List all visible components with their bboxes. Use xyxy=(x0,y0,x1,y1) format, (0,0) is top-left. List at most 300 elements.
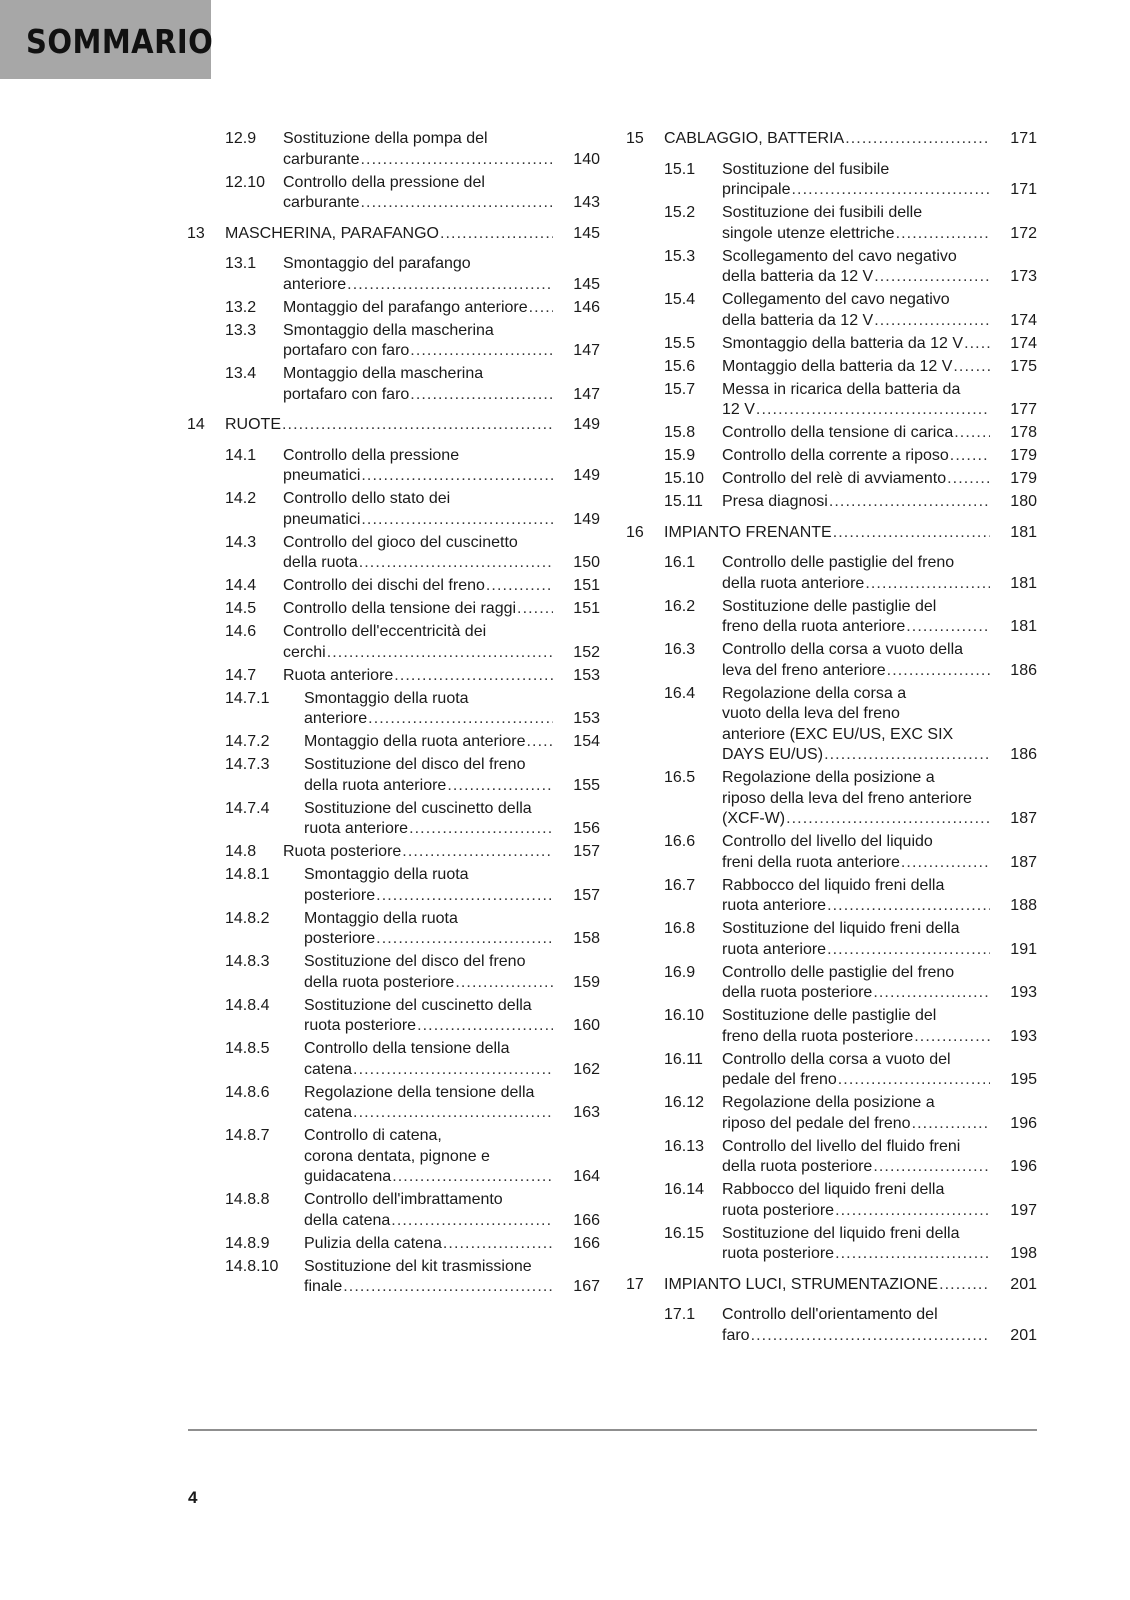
toc-entry[interactable] xyxy=(188,321,600,362)
toc-entry-page: 160 xyxy=(573,1017,600,1034)
dot-leader xyxy=(529,298,553,319)
toc-entry-title-line: Sostituzione del kit trasmissione xyxy=(304,1257,532,1275)
toc-entry-number: 15.6 xyxy=(664,357,696,375)
toc-entry-title-line: Sostituzione del cuscinetto della xyxy=(304,799,532,817)
toc-entry-title-line: pedale del freno xyxy=(722,1071,837,1088)
dot-leader xyxy=(873,983,990,1004)
toc-entry-title-line: ruota anteriore xyxy=(722,897,827,914)
toc-entry-title-line: Smontaggio della mascherina xyxy=(283,321,494,339)
toc-entry-title-line: leva del freno anteriore xyxy=(722,661,886,679)
toc-entry-title-line: Controllo della corsa a vuoto della xyxy=(722,641,964,658)
toc-entry-title-line: Controllo della pressione xyxy=(283,446,460,464)
toc-entry-page: 155 xyxy=(573,776,600,794)
toc-entry-title-line: Smontaggio della batteria da 12 V xyxy=(722,334,964,352)
toc-entry-title-line: Pulizia della catena xyxy=(304,1234,442,1252)
toc-entry[interactable] xyxy=(627,919,1037,960)
toc-entry-title-line: Controllo dell'eccentricità dei xyxy=(283,623,487,640)
toc-entry[interactable] xyxy=(188,909,600,950)
toc-entry-number: 16.1 xyxy=(664,554,696,571)
toc-entry-number: 17.1 xyxy=(664,1306,696,1323)
toc-entry[interactable] xyxy=(188,1257,600,1298)
toc-entry-title-line: posteriore xyxy=(304,886,376,904)
dot-leader xyxy=(887,661,990,682)
toc-entry[interactable] xyxy=(188,842,600,863)
toc-entry-title-line: Smontaggio della ruota xyxy=(304,866,469,883)
toc-entry-number: 14.3 xyxy=(225,533,257,551)
toc-entry[interactable] xyxy=(627,1275,1037,1296)
toc-entry-title-line: Regolazione della posizione a xyxy=(722,769,935,786)
toc-entry[interactable] xyxy=(627,492,1037,513)
toc-entry-number: 16.13 xyxy=(664,1137,705,1155)
toc-entry-page: 166 xyxy=(573,1211,600,1229)
toc-entry[interactable] xyxy=(188,364,600,405)
toc-entry-page: 153 xyxy=(573,710,600,727)
toc-entry-number: 16.14 xyxy=(664,1181,705,1198)
toc-entry-title-line: Sostituzione del disco del freno xyxy=(304,953,526,970)
toc-entry-title-line: Controllo della corsa a vuoto del xyxy=(722,1050,951,1068)
toc-entry-title-line: Scollegamento del cavo negativo xyxy=(722,247,957,265)
toc-entry-title-line: cerchi xyxy=(283,643,326,661)
toc-entry-title-line: Controllo dello stato dei xyxy=(283,490,451,507)
toc-entry-title-line: riposo del pedale del freno xyxy=(722,1114,911,1132)
toc-entry-page: 195 xyxy=(1010,1071,1037,1088)
toc-entry[interactable] xyxy=(188,622,600,663)
toc-entry-page: 179 xyxy=(1010,447,1037,464)
toc-entry[interactable] xyxy=(627,553,1037,594)
toc-entry[interactable] xyxy=(627,876,1037,917)
toc-entry-page: 186 xyxy=(1010,661,1037,679)
toc-entry-page: 149 xyxy=(573,416,600,433)
dot-leader xyxy=(873,1157,990,1178)
toc-entry-number: 13.3 xyxy=(225,321,257,339)
toc-entry-number: 17 xyxy=(626,1275,644,1293)
toc-entry-page: 174 xyxy=(1010,311,1037,329)
toc-entry-number: 13.2 xyxy=(225,298,257,316)
dot-leader xyxy=(838,1070,990,1091)
dot-leader xyxy=(517,599,553,620)
toc-entry[interactable] xyxy=(627,1006,1037,1047)
toc-entry-number: 15.1 xyxy=(664,160,696,178)
toc-entry[interactable] xyxy=(627,160,1037,201)
toc-entry[interactable] xyxy=(627,523,1037,544)
dot-leader xyxy=(896,224,990,245)
dot-leader xyxy=(953,357,990,378)
toc-entry-page: 163 xyxy=(573,1104,600,1121)
toc-entry-page: 186 xyxy=(1010,746,1037,763)
dot-leader xyxy=(368,709,553,730)
toc-entry-number: 16.6 xyxy=(664,833,696,850)
toc-entry-page: 178 xyxy=(1010,424,1037,441)
toc-entry-title-line: faro xyxy=(722,1326,750,1344)
toc-entry-title-line: Regolazione della posizione a xyxy=(722,1094,935,1111)
toc-entry-page: 154 xyxy=(573,733,600,750)
toc-entry-title-line: Controllo della tensione dei raggi xyxy=(283,600,517,617)
toc-entry-page: 187 xyxy=(1010,810,1037,827)
toc-entry-title-line: Collegamento del cavo negativo xyxy=(722,291,950,308)
toc-entry[interactable] xyxy=(627,1180,1037,1221)
toc-entry-title-line: Sostituzione del disco del freno xyxy=(304,756,526,773)
dot-leader xyxy=(827,896,990,917)
toc-entry-title-line: Montaggio della batteria da 12 V xyxy=(722,357,953,375)
toc-entry-title-line: ruota posteriore xyxy=(304,1017,417,1034)
toc-entry-page: 193 xyxy=(1010,1027,1037,1045)
toc-entry-title-line: principale xyxy=(722,181,791,198)
toc-entry[interactable] xyxy=(188,1190,600,1231)
toc-entry-number: 16.5 xyxy=(664,769,696,786)
toc-entry[interactable] xyxy=(188,952,600,993)
toc-entry[interactable] xyxy=(627,357,1037,378)
toc-entry-title-line: della ruota posteriore xyxy=(722,1158,873,1175)
toc-entry-page: 167 xyxy=(573,1278,600,1295)
toc-entry-number: 16.10 xyxy=(664,1007,705,1024)
toc-entry-title-line: Montaggio del parafango anteriore xyxy=(283,298,528,316)
toc-entry-page: 181 xyxy=(1010,574,1037,592)
toc-entry-title-line: Regolazione della corsa a xyxy=(722,684,907,702)
toc-entry[interactable] xyxy=(188,298,600,319)
dot-leader xyxy=(410,341,553,362)
toc-entry-title-line: catena xyxy=(304,1104,353,1121)
toc-entry[interactable] xyxy=(188,489,600,530)
toc-entry[interactable] xyxy=(188,129,600,170)
toc-entry-title-line: Controllo del livello del fluido freni xyxy=(722,1137,961,1155)
dot-leader xyxy=(912,1114,990,1135)
toc-entry-title-line: Smontaggio della ruota xyxy=(304,689,469,707)
toc-entry[interactable] xyxy=(188,1234,600,1255)
toc-entry[interactable] xyxy=(188,1083,600,1124)
toc-entry-title-line: ruota posteriore xyxy=(722,1245,835,1262)
toc-entry-number: 15.5 xyxy=(664,334,696,352)
toc-entry-title-line: della ruota posteriore xyxy=(722,984,873,1001)
toc-entry-number: 12.10 xyxy=(225,173,266,191)
toc-entry[interactable] xyxy=(627,334,1037,355)
dot-leader xyxy=(359,553,553,574)
dot-leader xyxy=(353,1060,553,1081)
toc-entry-page: 197 xyxy=(1010,1201,1037,1219)
dot-leader xyxy=(791,180,990,201)
toc-entry[interactable] xyxy=(627,247,1037,288)
toc-entry-title-line: anteriore xyxy=(283,275,347,293)
toc-entry-page: 147 xyxy=(573,385,600,403)
toc-entry-title-line: IMPIANTO LUCI, STRUMENTAZIONE xyxy=(664,1275,939,1293)
toc-entry-page: 175 xyxy=(1010,357,1037,375)
dot-leader xyxy=(455,973,553,994)
dot-leader xyxy=(353,1103,553,1124)
toc-entry-title-line: Sostituzione delle pastiglie del xyxy=(722,1007,937,1024)
dot-leader xyxy=(786,809,990,830)
toc-entry-number: 15.11 xyxy=(664,493,703,510)
toc-entry-title-line: Sostituzione del cuscinetto della xyxy=(304,996,532,1014)
toc-entry-page: 151 xyxy=(573,577,600,594)
dot-leader xyxy=(327,643,553,664)
toc-entry-title-line: ruota anteriore xyxy=(722,940,827,958)
toc-entry-number: 16.12 xyxy=(664,1094,705,1111)
toc-entry[interactable] xyxy=(188,1126,600,1188)
toc-entry-title-line: anteriore xyxy=(304,710,368,727)
toc-entry[interactable] xyxy=(627,1137,1037,1178)
toc-entry-title-line: della ruota xyxy=(283,554,358,571)
toc-entry-number: 14.7.3 xyxy=(225,756,270,773)
toc-entry-number: 14.7.4 xyxy=(225,799,270,817)
toc-entry[interactable] xyxy=(627,469,1037,490)
toc-entry-number: 13 xyxy=(187,224,205,242)
dot-leader xyxy=(954,423,990,444)
toc-entry-page: 153 xyxy=(573,666,600,684)
toc-entry-page: 145 xyxy=(573,224,600,242)
toc-entry-number: 15.3 xyxy=(664,247,696,265)
toc-entry[interactable] xyxy=(627,380,1037,421)
toc-entry-number: 14.8.4 xyxy=(225,996,270,1014)
dot-leader xyxy=(939,1275,990,1296)
toc-entry[interactable] xyxy=(627,423,1037,444)
toc-entry-title-line: Controllo della pressione del xyxy=(283,173,485,191)
toc-entry-title-line: carburante xyxy=(283,194,360,211)
toc-entry[interactable] xyxy=(188,254,600,295)
toc-entry[interactable] xyxy=(188,732,600,753)
toc-entry-title-line: Presa diagnosi xyxy=(722,493,828,510)
toc-entry-number: 14.2 xyxy=(225,490,257,507)
toc-entry-number: 16 xyxy=(626,523,644,541)
toc-entry-title-line: Controllo dei dischi del freno xyxy=(283,577,485,594)
toc-entry-title-line: Ruota anteriore xyxy=(283,666,394,684)
toc-entry[interactable] xyxy=(627,129,1037,150)
toc-entry-title-line: singole utenze elettriche xyxy=(722,224,895,242)
toc-entry-title-line: Controllo dell'orientamento del xyxy=(722,1306,938,1323)
toc-entry-page: 191 xyxy=(1010,940,1037,958)
toc-entry-title-line: Sostituzione del liquido freni della xyxy=(722,1224,960,1242)
toc-entry-title-line: DAYS EU/US) xyxy=(722,746,824,763)
toc-entry-number: 16.15 xyxy=(664,1224,705,1242)
toc-entry-page: 152 xyxy=(573,643,600,661)
dot-leader xyxy=(874,267,990,288)
toc-entry-title-line: finale xyxy=(304,1278,343,1295)
toc-entry-page: 145 xyxy=(573,275,600,293)
toc-entry-page: 149 xyxy=(573,510,600,528)
toc-entry-number: 14.7.2 xyxy=(225,733,270,750)
dot-leader xyxy=(361,466,553,487)
toc-entry[interactable] xyxy=(188,446,600,487)
toc-entry-number: 16.2 xyxy=(664,597,696,615)
toc-entry-number: 16.4 xyxy=(664,684,696,702)
toc-entry-page: 140 xyxy=(573,150,600,168)
toc-entry[interactable] xyxy=(188,996,600,1037)
dot-leader xyxy=(394,666,553,687)
toc-entry-title-line: Smontaggio del parafango xyxy=(283,255,471,272)
toc-entry-page: 173 xyxy=(1010,268,1037,285)
toc-entry-page: 172 xyxy=(1010,224,1037,242)
header-tab xyxy=(0,0,214,79)
dot-leader xyxy=(906,617,990,638)
toc-entry-page: 147 xyxy=(573,342,600,359)
toc-entry-title-line: Montaggio della ruota xyxy=(304,909,458,927)
dot-leader xyxy=(824,745,990,766)
toc-entry[interactable] xyxy=(188,865,600,906)
dot-leader xyxy=(361,150,554,171)
toc-entry-title-line: Rabbocco del liquido freni della xyxy=(722,876,945,894)
dot-leader xyxy=(829,492,990,513)
dot-leader xyxy=(361,193,554,214)
toc-entry[interactable] xyxy=(627,640,1037,681)
toc-entry-title-line: della batteria da 12 V xyxy=(722,311,874,329)
toc-entry[interactable] xyxy=(188,755,600,796)
toc-entry-title-line: pneumatici xyxy=(283,510,361,528)
toc-entry-number: 14.8 xyxy=(225,843,257,860)
toc-entry-title-line: portafaro con faro xyxy=(283,385,410,403)
toc-entry-page: 201 xyxy=(1010,1326,1037,1344)
toc-entry-page: 177 xyxy=(1010,401,1037,418)
toc-entry[interactable] xyxy=(627,597,1037,638)
toc-entry-page: 164 xyxy=(573,1168,600,1185)
toc-entry-number: 16.3 xyxy=(664,641,696,658)
toc-entry-page: 156 xyxy=(573,820,600,837)
toc-entry-title-line: portafaro con faro xyxy=(283,342,410,359)
toc-entry-page: 171 xyxy=(1010,130,1037,147)
toc-entry-number: 14.7 xyxy=(225,666,257,684)
dot-leader xyxy=(376,929,553,950)
toc-entry[interactable] xyxy=(188,576,600,597)
toc-entry-title-line: freni della ruota anteriore xyxy=(722,853,900,871)
toc-entry-title-line: Controllo di catena, xyxy=(304,1127,442,1144)
dot-leader xyxy=(486,576,553,597)
toc-entry-page: 150 xyxy=(573,554,600,571)
toc-entry[interactable] xyxy=(188,415,600,436)
toc-entry-page: 181 xyxy=(1010,618,1037,635)
toc-entry-title-line: Controllo del livello del liquido xyxy=(722,833,933,850)
toc-entry-page: 149 xyxy=(573,467,600,484)
toc-entry[interactable] xyxy=(188,689,600,730)
toc-entry-number: 12.9 xyxy=(225,130,257,147)
toc-entry-title-line: Controllo della tensione della xyxy=(304,1040,510,1057)
dot-leader xyxy=(409,819,553,840)
toc-entry-page: 188 xyxy=(1010,897,1037,914)
toc-entry-title-line: CABLAGGIO, BATTERIA xyxy=(664,130,845,147)
toc-entry[interactable] xyxy=(627,290,1037,331)
toc-entry[interactable] xyxy=(627,1305,1037,1346)
toc-entry[interactable] xyxy=(627,446,1037,467)
toc-entry-number: 14.1 xyxy=(225,446,257,464)
toc-entry-page: 174 xyxy=(1010,334,1037,352)
dot-leader xyxy=(835,1244,990,1265)
toc-entry-number: 16.9 xyxy=(664,963,696,981)
footer-divider xyxy=(188,1429,1037,1431)
toc-entry-title-line: vuoto della leva del freno xyxy=(722,705,900,722)
toc-entry-title-line: della catena xyxy=(304,1211,391,1229)
toc-entry[interactable] xyxy=(627,1224,1037,1265)
toc-entry[interactable] xyxy=(627,684,1037,766)
dot-leader xyxy=(440,224,553,245)
toc-entry-number: 15.7 xyxy=(664,380,696,398)
dot-leader xyxy=(361,510,553,531)
toc-entry[interactable] xyxy=(627,768,1037,830)
dot-leader xyxy=(950,446,990,467)
dot-leader xyxy=(417,1016,553,1037)
toc-entry-page: 171 xyxy=(1010,181,1037,198)
toc-entry-title-line: ruota anteriore xyxy=(304,820,409,837)
toc-entry[interactable] xyxy=(188,173,600,214)
toc-entry-title-line: Sostituzione del fusibile xyxy=(722,160,890,178)
toc-entry-number: 14.8.2 xyxy=(225,909,270,927)
dot-leader xyxy=(827,940,990,961)
toc-entry[interactable] xyxy=(627,832,1037,873)
toc-entry-page: 157 xyxy=(573,843,600,860)
toc-entry-title-line: Sostituzione del liquido freni della xyxy=(722,920,960,937)
toc-entry[interactable] xyxy=(188,599,600,620)
toc-entry-page: 146 xyxy=(573,298,600,316)
toc-entry-page: 159 xyxy=(573,973,600,991)
toc-entry[interactable] xyxy=(627,203,1037,244)
toc-entry-title-line: Controllo dell'imbrattamento xyxy=(304,1191,503,1208)
toc-entry-page: 181 xyxy=(1010,523,1037,541)
toc-entry-title-line: della ruota posteriore xyxy=(304,973,455,991)
toc-column-left xyxy=(188,129,600,1298)
toc-entry-title-line: guidacatena xyxy=(304,1168,392,1185)
dot-leader xyxy=(343,1277,553,1298)
toc-entry-title-line: della batteria da 12 V xyxy=(722,268,874,285)
toc-entry-title-line: Controllo delle pastiglie del freno xyxy=(722,963,955,981)
toc-entry-title-line: freno della ruota posteriore xyxy=(722,1027,914,1045)
dot-leader xyxy=(845,129,990,150)
toc-entry[interactable] xyxy=(627,1093,1037,1134)
toc-column-right xyxy=(627,129,1037,1346)
toc-entry-title-line: posteriore xyxy=(304,930,376,947)
toc-entry-title-line: della ruota anteriore xyxy=(722,574,865,592)
toc-entry-title-line: catena xyxy=(304,1060,353,1078)
toc-entry-number: 14.8.9 xyxy=(225,1234,270,1252)
toc-entry-title-line: Controllo della corrente a riposo xyxy=(722,447,949,464)
toc-entry-number: 14.8.7 xyxy=(225,1127,270,1144)
toc-entry-number: 14.8.6 xyxy=(225,1083,270,1101)
toc-entry[interactable] xyxy=(627,963,1037,1004)
toc-entry-number: 14.8.8 xyxy=(225,1191,270,1208)
toc-entry-number: 14.7.1 xyxy=(225,689,270,707)
toc-entry-number: 16.8 xyxy=(664,920,696,937)
toc-entry-page: 143 xyxy=(573,194,600,211)
toc-entry-title-line: 12 V xyxy=(722,401,755,418)
toc-entry[interactable] xyxy=(188,224,600,245)
dot-leader xyxy=(443,1234,553,1255)
toc-entry-page: 157 xyxy=(573,886,600,904)
toc-entry-title-line: Controllo delle pastiglie del freno xyxy=(722,554,955,571)
toc-entry-number: 14.6 xyxy=(225,623,257,640)
page-title: SOMMARIO xyxy=(26,22,214,61)
toc-entry-title-line: Sostituzione dei fusibili delle xyxy=(722,204,923,221)
dot-leader xyxy=(756,400,990,421)
toc-entry-title-line: della ruota anteriore xyxy=(304,776,447,794)
dot-leader xyxy=(392,1167,553,1188)
toc-entry-title-line: RUOTE xyxy=(225,416,281,433)
toc-entry-number: 14.8.5 xyxy=(225,1040,270,1057)
toc-entry-title-line: (XCF-W) xyxy=(722,810,786,827)
toc-entry-title-line: Regolazione della tensione della xyxy=(304,1083,535,1101)
toc-entry-number: 15.10 xyxy=(664,470,705,487)
dot-leader xyxy=(282,415,553,436)
toc-entry[interactable] xyxy=(188,533,600,574)
toc-entry[interactable] xyxy=(188,1039,600,1080)
toc-entry-title-line: ruota posteriore xyxy=(722,1201,835,1219)
toc-entry-page: 151 xyxy=(573,600,600,617)
toc-entry-page: 196 xyxy=(1010,1158,1037,1175)
dot-leader xyxy=(874,311,990,332)
toc-entry-title-line: freno della ruota anteriore xyxy=(722,618,906,635)
toc-entry[interactable] xyxy=(188,666,600,687)
toc-entry[interactable] xyxy=(627,1050,1037,1091)
toc-entry[interactable] xyxy=(188,799,600,840)
toc-entry-title-line: Montaggio della ruota anteriore xyxy=(304,733,526,750)
dot-leader xyxy=(410,385,553,406)
toc-entry-title-line: Rabbocco del liquido freni della xyxy=(722,1181,945,1198)
toc-entry-page: 187 xyxy=(1010,853,1037,871)
toc-entry-number: 16.11 xyxy=(664,1050,703,1068)
toc-entry-title-line: Controllo del gioco del cuscinetto xyxy=(283,533,518,551)
